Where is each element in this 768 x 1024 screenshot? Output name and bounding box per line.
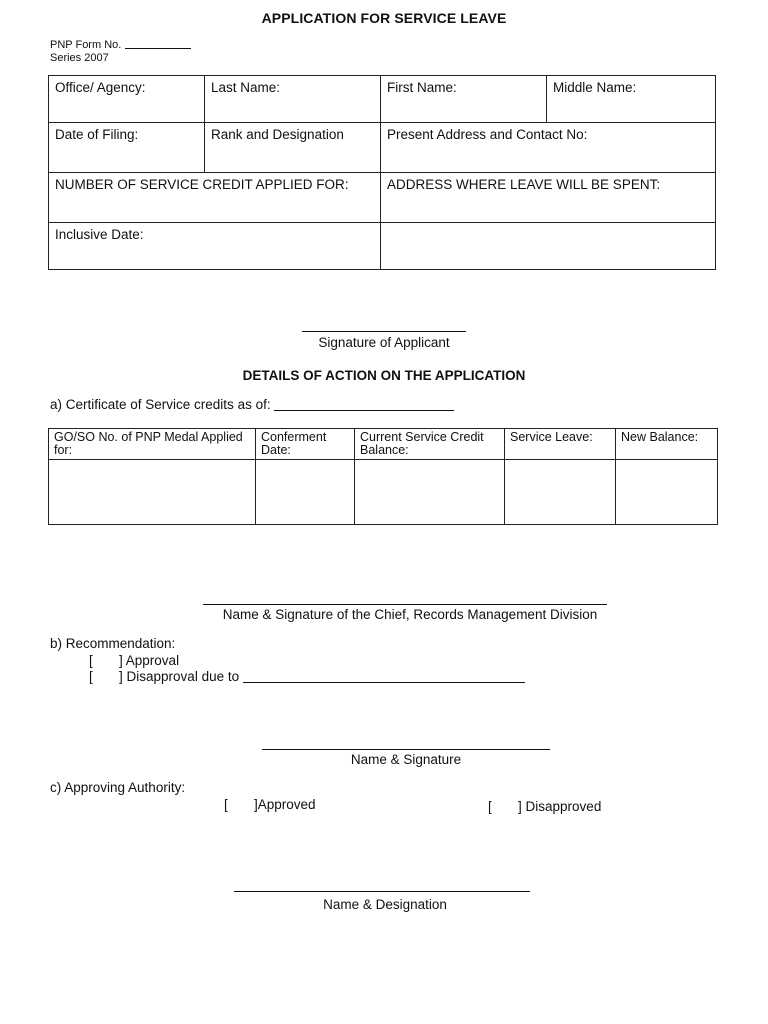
records-chief-signature-line[interactable] (203, 604, 607, 605)
current-balance-entry-cell[interactable] (355, 460, 505, 525)
col-header-go-so: GO/SO No. of PNP Medal Applied for: (49, 429, 256, 460)
approval-checkbox[interactable]: [ ] (89, 653, 123, 668)
form-series: Series 2007 (50, 52, 109, 64)
present-address-cell[interactable] (381, 123, 716, 173)
service-credit-cell[interactable] (49, 173, 381, 223)
inclusive-date-label: Inclusive Date: (55, 227, 144, 242)
service-credits-table (48, 428, 718, 525)
form-number-label: PNP Form No. (50, 39, 122, 51)
office-agency-cell[interactable] (49, 76, 205, 123)
disapproval-checkbox[interactable]: [ ] (89, 669, 123, 684)
disapproval-label: Disapproval due to (126, 669, 240, 684)
date-of-filing-label: Date of Filing: (55, 127, 139, 142)
form-number-blank[interactable] (125, 48, 191, 49)
first-name-cell[interactable] (381, 76, 547, 123)
leave-address-label: ADDRESS WHERE LEAVE WILL BE SPENT: (387, 177, 661, 192)
approval-label: Approval (125, 653, 180, 668)
credits-as-of-field[interactable] (274, 410, 454, 411)
first-name-label: First Name: (387, 80, 457, 95)
approved-checkbox[interactable]: [ ] (224, 797, 258, 812)
form-title: APPLICATION FOR SERVICE LEAVE (261, 10, 507, 26)
inclusive-date-blank-cell[interactable] (381, 223, 716, 270)
applicant-signature-label: Signature of Applicant (318, 335, 450, 350)
last-name-label: Last Name: (211, 80, 281, 95)
approval-option[interactable] (89, 653, 179, 668)
middle-name-label: Middle Name: (553, 80, 637, 95)
present-address-label: Present Address and Contact No: (387, 127, 588, 142)
middle-name-cell[interactable] (547, 76, 716, 123)
col-header-new-balance: New Balance: (616, 429, 718, 460)
form-number-block (50, 39, 191, 65)
service-leave-entry-cell[interactable] (505, 460, 616, 525)
disapproval-reason-field[interactable] (243, 682, 525, 683)
rank-designation-label: Rank and Designation (211, 127, 344, 142)
col-header-current-balance: Current Service Credit Balance: (355, 429, 505, 460)
approved-option[interactable] (224, 797, 316, 812)
leave-address-cell[interactable] (381, 173, 716, 223)
records-chief-signature-label: Name & Signature of the Chief, Records Management Division (222, 607, 598, 622)
recommender-signature-line[interactable] (262, 749, 550, 750)
service-credit-label: NUMBER OF SERVICE CREDIT APPLIED FOR: (55, 177, 349, 192)
approver-signature-label: Name & Designation (323, 897, 447, 912)
section-b-label: b) Recommendation: (50, 636, 176, 651)
go-so-entry-cell[interactable] (49, 460, 256, 525)
disapproved-checkbox[interactable]: [ ] (488, 799, 522, 814)
section-c-label: c) Approving Authority: (50, 780, 186, 795)
rank-designation-cell[interactable] (205, 123, 381, 173)
disapproved-label: Disapproved (525, 799, 602, 814)
section-a-row (50, 397, 454, 412)
date-of-filing-cell[interactable] (49, 123, 205, 173)
last-name-cell[interactable] (205, 76, 381, 123)
approver-signature-line[interactable] (234, 891, 530, 892)
conferment-date-entry-cell[interactable] (256, 460, 355, 525)
details-heading: DETAILS OF ACTION ON THE APPLICATION (242, 368, 526, 383)
section-a-label: a) Certificate of Service credits as of: (50, 397, 271, 412)
col-header-service-leave: Service Leave: (505, 429, 616, 460)
disapproval-option[interactable] (89, 669, 525, 684)
recommender-signature-label: Name & Signature (350, 752, 462, 767)
new-balance-entry-cell[interactable] (616, 460, 718, 525)
office-agency-label: Office/ Agency: (55, 80, 146, 95)
disapproved-option[interactable] (488, 799, 601, 814)
approved-label: Approved (257, 797, 316, 812)
applicant-signature-line[interactable] (302, 331, 466, 332)
applicant-info-table (48, 75, 716, 270)
inclusive-date-cell[interactable] (49, 223, 381, 270)
col-header-conferment-date: Conferment Date: (256, 429, 355, 460)
